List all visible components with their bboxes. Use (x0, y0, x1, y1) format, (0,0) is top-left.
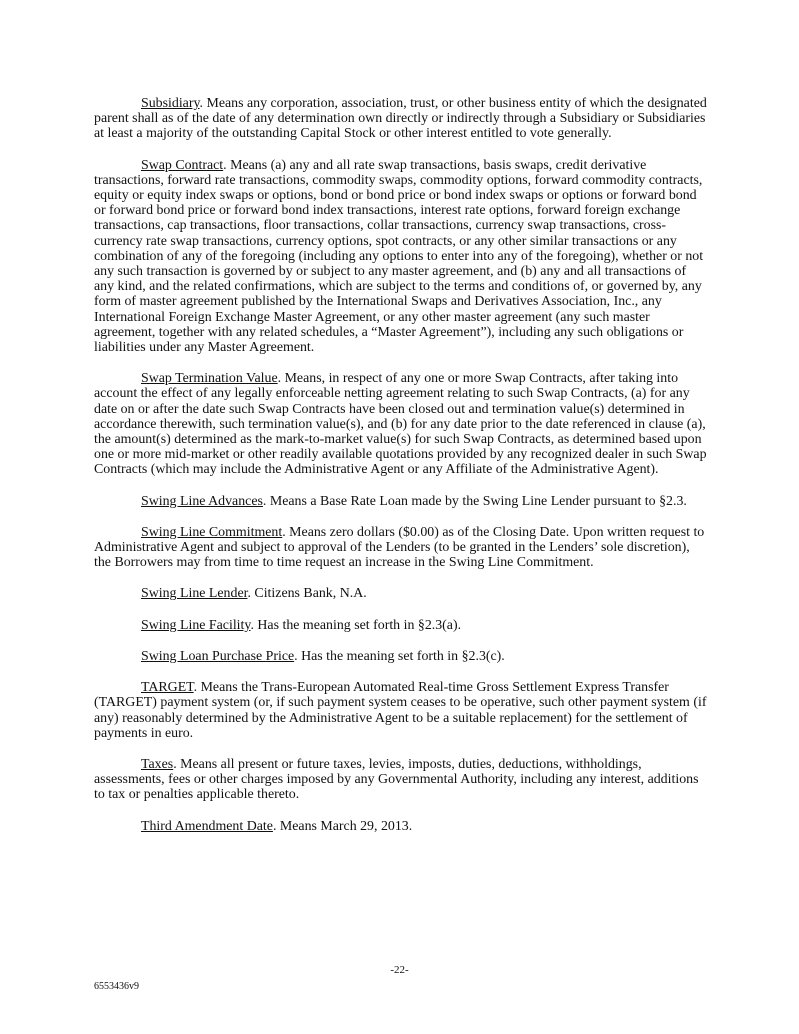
definition-text: . Means (a) any and all rate swap transactions, basis swaps, credit derivative transactions, forward rate transactions, commodity swaps, commodity options, forward commodity contracts, equity or equity index swaps or options, bond or bond price or bond index swaps or options or forward bond or forward bond price or forward bond index transactions, interest rate options, forward foreign exchange transactions, cap transactions, floor transactions, collar transactions, currency swap transactions, cross-currency rate swap transactions, currency options, spot contracts, or any other similar transactions or any combination of any of the foregoing (including any options to enter into any of the foregoing), whether or not any such transaction is governed by or subject to any master agreement, and (b) any and all transactions of any kind, and the related confirmations, which are subject to the terms and conditions of, or governed by, any form of master agreement published by the International Swaps and Derivatives Association, Inc., any International Foreign Exchange Master Agreement, or any other master agreement (any such master agreement, together with any related schedules, a “Master Agreement”), including any such obligations or liabilities under any Master Agreement. (94, 157, 704, 356)
definition-target (94, 680, 708, 741)
definitions-section (94, 96, 708, 850)
definition-text: . Means the Trans-European Automated Real-time Gross Settlement Express Transfer (TARGET) payment system (or, if such payment system ceases to be operative, such other payment system (if any) reasonably determined by the Administrative Agent to be a suitable replacement) for the settlement of payments in euro. (94, 680, 707, 741)
definition-third-amendment-date (94, 819, 708, 834)
definition-taxes (94, 757, 708, 803)
definition-text: . Means any corporation, association, trust, or other business entity of which the designated parent shall as of the date of any determination own directly or indirectly through a Subsidiary or Subsidiaries at least a majority of the outstanding Capital Stock or other interest entitled to vote generally. (94, 96, 707, 142)
defined-term: Subsidiary (141, 96, 200, 111)
defined-term: Third Amendment Date (141, 818, 273, 834)
definition-swing-line-lender (94, 586, 708, 601)
page-number: -22- (390, 964, 409, 976)
definition-text: . Means all present or future taxes, levies, imposts, duties, deductions, withholdings, assessments, fees or other charges imposed by any Governmental Authority, including any interest, additions to tax or penalties applicable thereto. (94, 756, 699, 803)
defined-term: TARGET (141, 680, 194, 696)
defined-term: Swap Contract (141, 157, 224, 173)
definition-text: . Means zero dollars ($0.00) as of the Closing Date. Upon written request to Administrative Agent and subject to approval of the Lenders (to be granted in the Lenders’ sole discretion), the Borrowers may from time to time request an increase in the Swing Line Commitment. (94, 524, 705, 571)
defined-term: Swing Line Advances (141, 493, 263, 509)
definition-text: . Means, in respect of any one or more Swap Contracts, after taking into account the effect of any legally enforceable netting agreement relating to such Swap Contracts, (a) for any date on or after the date such Swap Contracts have been closed out and termination value(s) determined in accordance therewith, such termination value(s), and (b) for any date prior to the date referenced in clause (a), the amount(s) determined as the mark-to-market value(s) for such Swap Contracts, as determined based upon one or more mid-market or other readily available quotations provided by any recognized dealer in such Swap Contracts (which may include the Administrative Agent or any Affiliate of the Administrative Agent). (94, 371, 707, 478)
defined-term: Swap Termination Value (141, 371, 278, 387)
definition-text: . Means March 29, 2013. (272, 818, 413, 834)
definition-text: . Has the meaning set forth in §2.3(c). (294, 648, 505, 664)
definition-text: . Has the meaning set forth in §2.3(a). (250, 617, 462, 633)
defined-term: Taxes (141, 756, 174, 772)
definition-swap-termination-value (94, 371, 708, 477)
defined-term: Swing Line Commitment (141, 524, 283, 540)
defined-term: Swing Line Lender (141, 586, 248, 602)
definition-swap-contract (94, 158, 708, 356)
document-id: 6553436v9 (94, 981, 139, 992)
definition-swing-loan-purchase-price (94, 649, 708, 664)
definition-text: . Means a Base Rate Loan made by the Swing Line Lender pursuant to §2.3. (262, 493, 687, 509)
defined-term: Swing Line Facility (141, 617, 251, 633)
definition-subsidiary (94, 96, 708, 142)
defined-term: Swing Loan Purchase Price (141, 648, 295, 664)
definition-text: . Citizens Bank, N.A. (247, 586, 367, 602)
definition-swing-line-facility (94, 618, 708, 633)
definition-swing-line-advances (94, 494, 708, 509)
definition-swing-line-commitment (94, 525, 708, 571)
